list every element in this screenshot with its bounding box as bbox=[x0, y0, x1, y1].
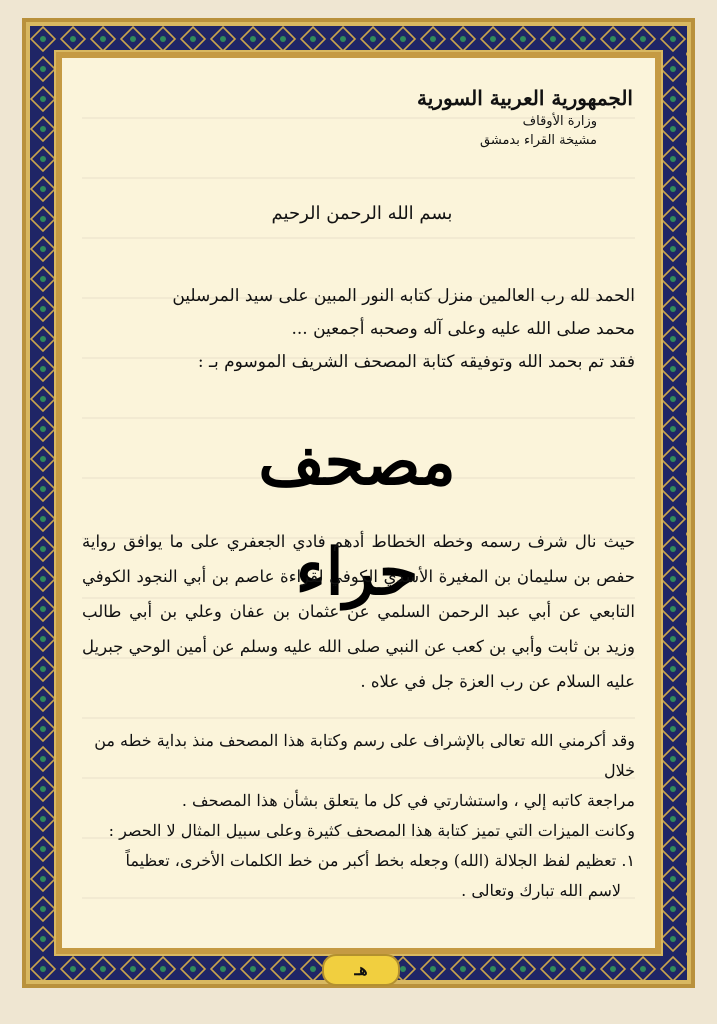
supervision-line-5: لاسم الله تبارك وتعالى . bbox=[461, 881, 621, 900]
page-content bbox=[62, 58, 655, 948]
supervision-line-2: مراجعة كاتبه إلي ، واستشارتي في كل ما يتعلق بشأن هذا المصحف . bbox=[181, 791, 635, 810]
intro-line-3: فقد تم بحمد الله وتوفيقه كتابة المصحف الشريف الموسوم بـ : bbox=[197, 352, 635, 372]
ministry-name: وزارة الأوقاف bbox=[522, 114, 597, 129]
intro-paragraph bbox=[82, 280, 635, 379]
supervision-line-1: وقد أكرمني الله تعالى بالإشراف على رسم وكتابة هذا المصحف منذ بداية خطه من خلال bbox=[94, 731, 635, 780]
intro-line-1: الحمد لله رب العالمين منزل كتابه النور المبين على سيد المرسلين bbox=[172, 286, 635, 306]
country-name: الجمهورية العربية السورية bbox=[417, 86, 633, 110]
issuer-header bbox=[415, 86, 635, 148]
supervision-line-4: ١. تعظيم لفظ الجلالة (الله) وجعله بخط أكبر من خط الكلمات الأخرى، تعظيماً bbox=[125, 851, 635, 870]
supervision-line-3: وكانت الميزات التي تميز كتابة هذا المصحف كثيرة وعلى سبيل المثال لا الحصر : bbox=[108, 821, 635, 840]
office-name: مشيخة القراء بدمشق bbox=[480, 133, 597, 148]
basmala: بسم الله الرحمن الرحيم bbox=[271, 203, 453, 224]
supervision-paragraph bbox=[82, 726, 635, 906]
calligrapher-paragraph: حيث نال شرف رسمه وخطه الخطاط أدهم فادي الجعفري على ما يوافق رواية حفص بن سليمان بن المغيرة الأسدي الكوفي لقراءة عاصم بن أبي النجود الكوفي التابعي عن أبي عبد الرحمن السلمي عن عثمان بن عفان وعلي بن أبي طالب وزيد بن ثابت وأبي بن كعب عن النبي صلى الله عليه وسلم عن أمين الوحي جبريل عليه السلام عن رب العزة جل في علاه . bbox=[82, 532, 635, 691]
page-number-badge: هـ bbox=[322, 954, 400, 986]
intro-line-2: محمد صلى الله عليه وعلى آله وصحبه أجمعين ... bbox=[291, 319, 635, 339]
mushaf-title: مصحف حراء bbox=[258, 425, 456, 610]
